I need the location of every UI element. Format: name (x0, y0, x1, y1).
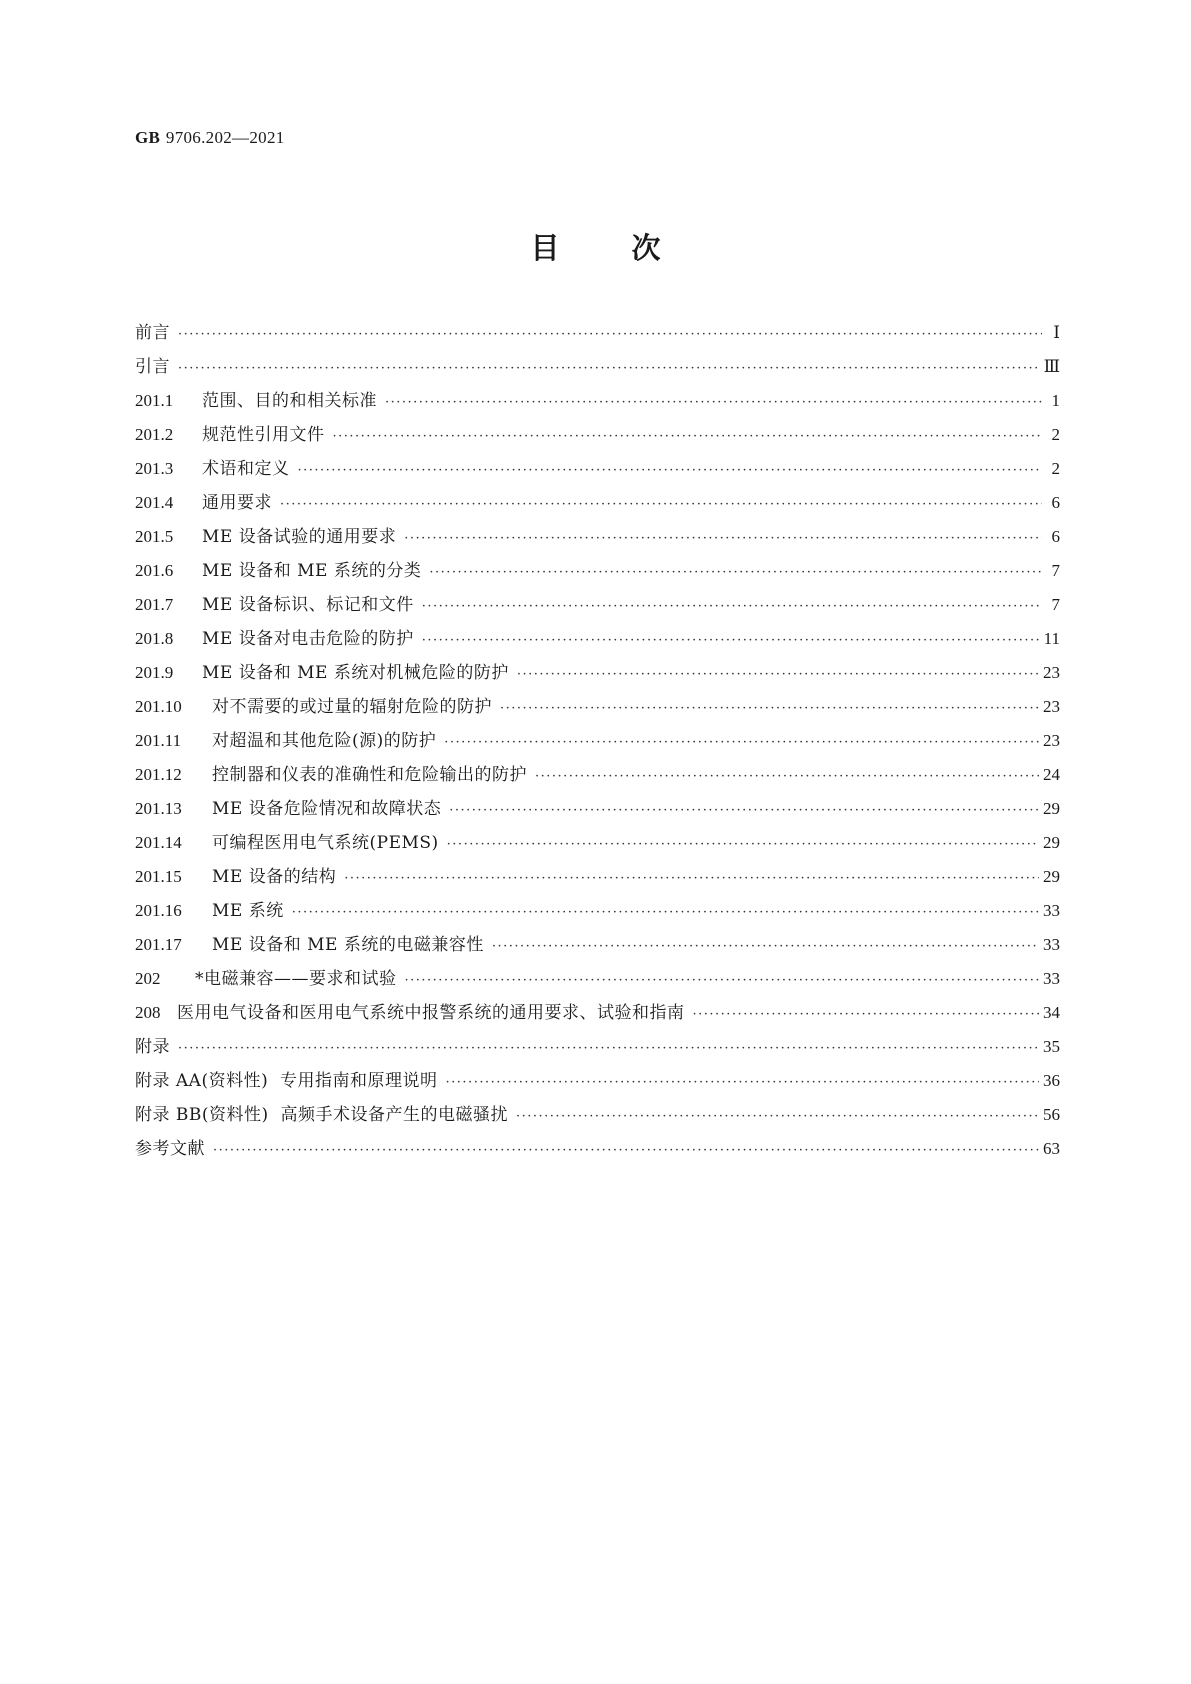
leader-dots (422, 633, 1040, 648)
toc-entry-page: 23 (1043, 731, 1060, 750)
leader-dots (385, 395, 1042, 410)
toc-entry-number: 208 (135, 1003, 161, 1022)
toc-entry-page: 33 (1043, 969, 1060, 988)
toc-entry-201-11[interactable] (135, 726, 1060, 752)
toc-entry-introduction[interactable] (135, 352, 1060, 378)
toc-entry-number: 201.6 (135, 561, 174, 580)
toc-entry-label: *电磁兼容——要求和试验 (195, 969, 397, 989)
toc-entry-label: 通用要求 (202, 493, 272, 513)
toc-entry-number: 201.7 (135, 595, 174, 614)
toc-entry-bibliography[interactable] (135, 1134, 1060, 1160)
toc-entry-number: 201.8 (135, 629, 174, 648)
toc-entry-label: ME 设备和 ME 系统对机械危险的防护 (202, 663, 509, 683)
toc-entry-page: 29 (1043, 833, 1060, 852)
toc-entry-201-14[interactable] (135, 828, 1060, 854)
standard-number: 9706.202—2021 (165, 128, 285, 147)
toc-entry-page: 35 (1043, 1037, 1060, 1056)
toc-entry-number: 201.13 (135, 799, 182, 818)
toc-entry-number: 201.1 (135, 391, 174, 410)
leader-dots (446, 1075, 1039, 1090)
toc-entry-label: 可编程医用电气系统(PEMS) (212, 833, 439, 853)
toc-entry-page: 23 (1043, 663, 1060, 682)
toc-entry-label: 术语和定义 (202, 459, 290, 479)
toc-entry-number: 201.9 (135, 663, 174, 682)
standard-number-header (135, 128, 285, 148)
toc-entry-label: ME 设备对电击危险的防护 (202, 629, 414, 649)
toc-entry-label: ME 系统 (212, 901, 284, 921)
toc-entry-page: 7 (1051, 561, 1060, 580)
toc-entry-201-1[interactable] (135, 386, 1060, 412)
leader-dots (516, 1109, 1039, 1124)
toc-entry-annex-bb[interactable] (135, 1100, 1060, 1126)
toc-entry-page: 29 (1043, 799, 1060, 818)
toc-entry-number: 201.4 (135, 493, 174, 512)
toc-entry-label: 对超温和其他危险(源)的防护 (212, 731, 437, 751)
toc-entry-label: ME 设备标识、标记和文件 (202, 595, 414, 615)
leader-dots (404, 531, 1042, 546)
toc-entry-number: 201.10 (135, 697, 182, 716)
leader-dots (517, 667, 1039, 682)
toc-entry-label: 参考文献 (135, 1139, 205, 1159)
toc-entry-page: 23 (1043, 697, 1060, 716)
toc-entry-page: 29 (1043, 867, 1060, 886)
leader-dots (444, 735, 1039, 750)
toc-entry-201-8[interactable] (135, 624, 1060, 650)
toc-entry-201-7[interactable] (135, 590, 1060, 616)
leader-dots (178, 1041, 1039, 1056)
toc-entry-201-15[interactable] (135, 862, 1060, 888)
toc-entry-201-2[interactable] (135, 420, 1060, 446)
leader-dots (693, 1007, 1040, 1022)
toc-entry-label: 对不需要的或过量的辐射危险的防护 (212, 697, 492, 717)
leader-dots (492, 939, 1039, 954)
toc-entry-page: Ⅲ (1043, 357, 1060, 376)
leader-dots (213, 1143, 1039, 1158)
toc-entry-foreword[interactable] (135, 318, 1060, 344)
toc-entry-201-3[interactable] (135, 454, 1060, 480)
toc-entry-label: 附录 AA(资料性) 专用指南和原理说明 (135, 1071, 438, 1091)
leader-dots (500, 701, 1039, 716)
toc-entry-label: 附录 BB(资料性) 高频手术设备产生的电磁骚扰 (135, 1105, 508, 1125)
toc-entry-201-9[interactable] (135, 658, 1060, 684)
leader-dots (298, 463, 1043, 478)
leader-dots (333, 429, 1043, 444)
toc-entry-number: 201.17 (135, 935, 182, 954)
leader-dots (280, 497, 1042, 512)
toc-entry-number: 201.3 (135, 459, 174, 478)
toc-entry-page: 6 (1051, 493, 1060, 512)
toc-entry-label: 规范性引用文件 (202, 425, 325, 445)
toc-entry-annex[interactable] (135, 1032, 1060, 1058)
toc-entry-page: 1 (1051, 391, 1060, 410)
toc-entry-label: 引言 (135, 357, 170, 377)
toc-entry-label: 附录 (135, 1037, 170, 1057)
toc-entry-number: 201.14 (135, 833, 182, 852)
toc-entry-number: 201.16 (135, 901, 182, 920)
toc-entry-number: 201.2 (135, 425, 174, 444)
toc-entry-201-5[interactable] (135, 522, 1060, 548)
toc-entry-label: ME 设备和 ME 系统的电磁兼容性 (212, 935, 484, 955)
toc-entry-page: Ⅰ (1053, 323, 1060, 342)
leader-dots (447, 837, 1039, 852)
standard-prefix: GB (135, 128, 161, 147)
toc-entry-page: 11 (1043, 629, 1060, 648)
toc-entry-label: 前言 (135, 323, 170, 343)
toc-entry-201-16[interactable] (135, 896, 1060, 922)
leader-dots (422, 599, 1042, 614)
toc-entry-number: 201.5 (135, 527, 174, 546)
page-title: 目次 (530, 231, 733, 265)
toc-entry-201-12[interactable] (135, 760, 1060, 786)
toc-entry-page: 56 (1043, 1105, 1060, 1124)
toc-entry-page: 36 (1043, 1071, 1060, 1090)
toc-entry-label: ME 设备的结构 (212, 867, 337, 887)
toc-entry-number: 201.11 (135, 731, 182, 750)
toc-entry-page: 6 (1051, 527, 1060, 546)
leader-dots (344, 871, 1039, 886)
toc-entry-label: 控制器和仪表的准确性和危险输出的防护 (212, 765, 527, 785)
toc-entry-annex-aa[interactable] (135, 1066, 1060, 1092)
toc-entry-201-17[interactable] (135, 930, 1060, 956)
leader-dots (535, 769, 1039, 784)
leader-dots (405, 973, 1040, 988)
toc-entry-201-10[interactable] (135, 692, 1060, 718)
toc-entry-page: 7 (1051, 595, 1060, 614)
toc-entry-202[interactable] (135, 964, 1060, 990)
toc-entry-label: ME 设备危险情况和故障状态 (212, 799, 442, 819)
toc-entry-number: 201.15 (135, 867, 182, 886)
leader-dots (292, 905, 1039, 920)
toc-entry-number: 202 (135, 969, 161, 988)
toc-entry-label: ME 设备试验的通用要求 (202, 527, 397, 547)
toc-entry-page: 63 (1043, 1139, 1060, 1158)
toc-entry-label: 范围、目的和相关标准 (202, 391, 377, 411)
toc-entry-page: 2 (1051, 459, 1060, 478)
leader-dots (178, 361, 1040, 376)
toc-entry-page: 33 (1043, 935, 1060, 954)
toc-entry-page: 33 (1043, 901, 1060, 920)
toc-entry-number: 201.12 (135, 765, 182, 784)
toc-entry-201-4[interactable] (135, 488, 1060, 514)
toc-entry-201-6[interactable] (135, 556, 1060, 582)
toc-entry-201-13[interactable] (135, 794, 1060, 820)
toc-entry-label: ME 设备和 ME 系统的分类 (202, 561, 422, 581)
toc-entry-page: 2 (1051, 425, 1060, 444)
leader-dots (449, 803, 1039, 818)
leader-dots (178, 327, 1042, 342)
toc-entry-label: 医用电气设备和医用电气系统中报警系统的通用要求、试验和指南 (177, 1003, 685, 1023)
leader-dots (429, 565, 1042, 580)
toc-entry-page: 34 (1043, 1003, 1060, 1022)
toc-entry-page: 24 (1043, 765, 1060, 784)
toc-entry-208[interactable] (135, 998, 1060, 1024)
